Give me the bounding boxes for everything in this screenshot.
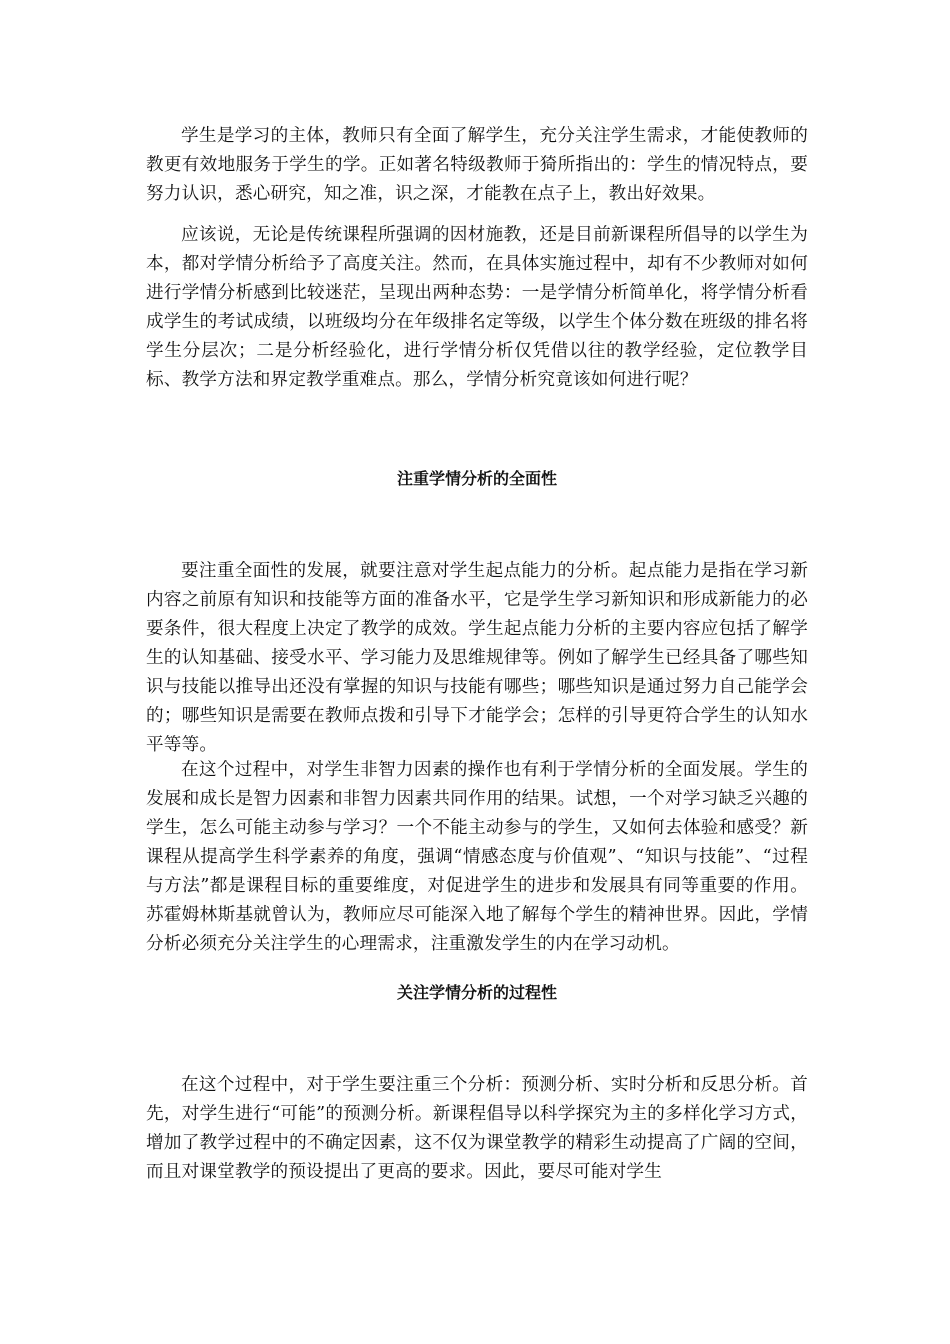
intro-paragraph-2: 应该说，无论是传统课程所强调的因材施教，还是目前新课程所倡导的以学生为本，都对学情分析给予了高度关注。然而，在具体实施过程中，却有不少教师对如何进行学情分析感到比较迷茫，呈现出两种态势：一是学情分析简单化，将学情分析看成学生的考试成绩，以班级均分在年级排名定等级，以学生个体分数在班级的排名将学生分层次；二是分析经验化，进行学情分析仅凭借以往的教学经验，定位教学目标、教学方法和界定教学重难点。那么，学情分析究竟该如何进行呢？ [146, 225, 808, 390]
section2-paragraph-1: 在这个过程中，对于学生要注重三个分析：预测分析、实时分析和反思分析。首先，对学生进行“可能”的预测分析。新课程倡导以科学探究为主的多样化学习方式，增加了教学过程中的不确定因素，这不仅为课堂教学的精彩生动提高了广阔的空间，而且对课堂教学的预设提出了更高的要求。因此，要尽可能对学生 [146, 1075, 808, 1182]
section1-paragraph-1: 要注重全面性的发展，就要注意对学生起点能力的分析。起点能力是指在学习新内容之前原有知识和技能等方面的准备水平，它是学生学习新知识和形成新能力的必要条件，很大程度上决定了教学的成效。学生起点能力分析的主要内容应包括了解学生的认知基础、接受水平、学习能力及思维规律等。例如了解学生已经具备了哪些知识与技能以推导出还没有掌握的知识与技能有哪些；哪些知识是通过努力自己能学会的；哪些知识是需要在教师点拨和引导下才能学会；怎样的引导更符合学生的认知水平等等。 [146, 561, 808, 755]
section-heading-process: 关注学情分析的过程性 [396, 983, 557, 1002]
section-heading-comprehensiveness: 注重学情分析的全面性 [396, 469, 557, 488]
section1-paragraph-2: 在这个过程中，对学生非智力因素的操作也有利于学情分析的全面发展。学生的发展和成长是智力因素和非智力因素共同作用的结果。试想，一个对学习缺乏兴趣的学生，怎么可能主动参与学习？一个不能主动参与的学生，又如何去体验和感受？新课程从提高学生科学素养的角度，强调“情感态度与价值观”、“知识与技能”、“过程与方法”都是课程目标的重要维度，对促进学生的进步和发展具有同等重要的作用。苏霍姆林斯基就曾认为，教师应尽可能深入地了解每个学生的精神世界。因此，学情分析必须充分关注学生的心理需求，注重激发学生的内在学习动机。 [146, 760, 808, 954]
intro-paragraph-1: 学生是学习的主体，教师只有全面了解学生，充分关注学生需求，才能使教师的教更有效地服务于学生的学。正如著名特级教师于猗所指出的：学生的情况特点，要努力认识，悉心研究，知之准，识之深，才能教在点子上，教出好效果。 [146, 126, 808, 204]
